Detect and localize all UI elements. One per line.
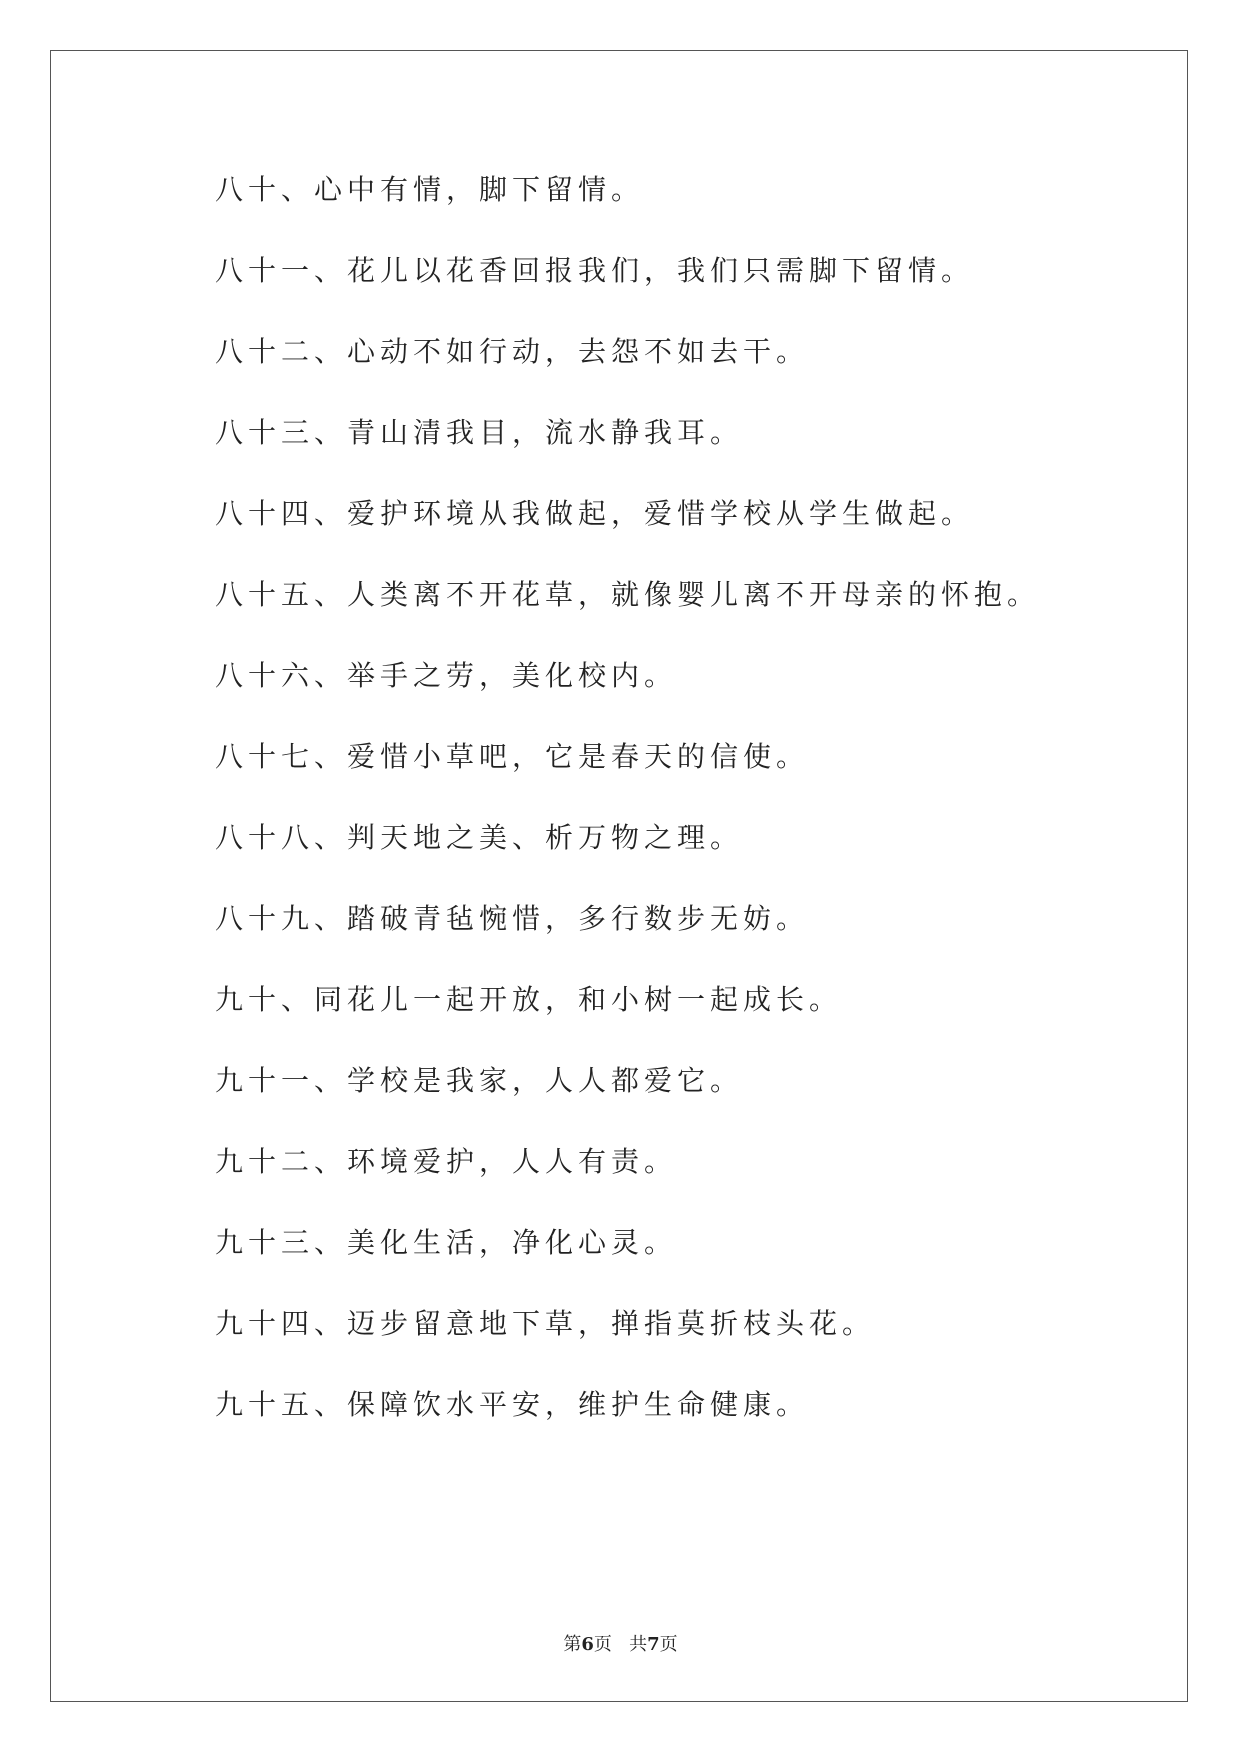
slogan-line: 九十二、环境爱护，人人有责。: [215, 1145, 678, 1178]
slogan-line: 八十七、爱惜小草吧，它是春天的信使。: [215, 740, 810, 773]
slogan-line: 九十一、学校是我家，人人都爱它。: [215, 1064, 744, 1097]
slogan-line: 八十、心中有情，脚下留情。: [215, 173, 645, 206]
page-prefix: 第: [563, 1634, 582, 1655]
total-prefix: 共: [629, 1634, 648, 1655]
slogan-line: 九十、同花儿一起开放，和小树一起成长。: [215, 983, 843, 1016]
slogan-line: 八十四、爱护环境从我做起，爱惜学校从学生做起。: [215, 497, 975, 530]
slogan-line: 八十五、人类离不开花草，就像婴儿离不开母亲的怀抱。: [215, 578, 1041, 611]
slogan-line: 八十六、举手之劳，美化校内。: [215, 659, 678, 692]
slogan-line: 八十九、踏破青毡惋惜，多行数步无妨。: [215, 902, 810, 935]
slogan-line: 九十三、美化生活，净化心灵。: [215, 1226, 678, 1259]
slogan-line: 八十二、心动不如行动，去怨不如去干。: [215, 335, 810, 368]
slogan-list: [215, 170, 1115, 1466]
total-pages: 7: [647, 1634, 660, 1655]
total-suffix: 页: [659, 1634, 678, 1655]
page-number: 6: [581, 1634, 594, 1655]
slogan-line: 八十八、判天地之美、析万物之理。: [215, 821, 744, 854]
page-suffix: 页: [593, 1634, 612, 1655]
page-footer: [0, 1630, 1241, 1656]
slogan-line: 九十五、保障饮水平安，维护生命健康。: [215, 1388, 810, 1421]
slogan-line: 八十三、青山清我目，流水静我耳。: [215, 416, 744, 449]
slogan-line: 九十四、迈步留意地下草，掸指莫折枝头花。: [215, 1307, 876, 1340]
slogan-line: 八十一、花儿以花香回报我们，我们只需脚下留情。: [215, 254, 975, 287]
